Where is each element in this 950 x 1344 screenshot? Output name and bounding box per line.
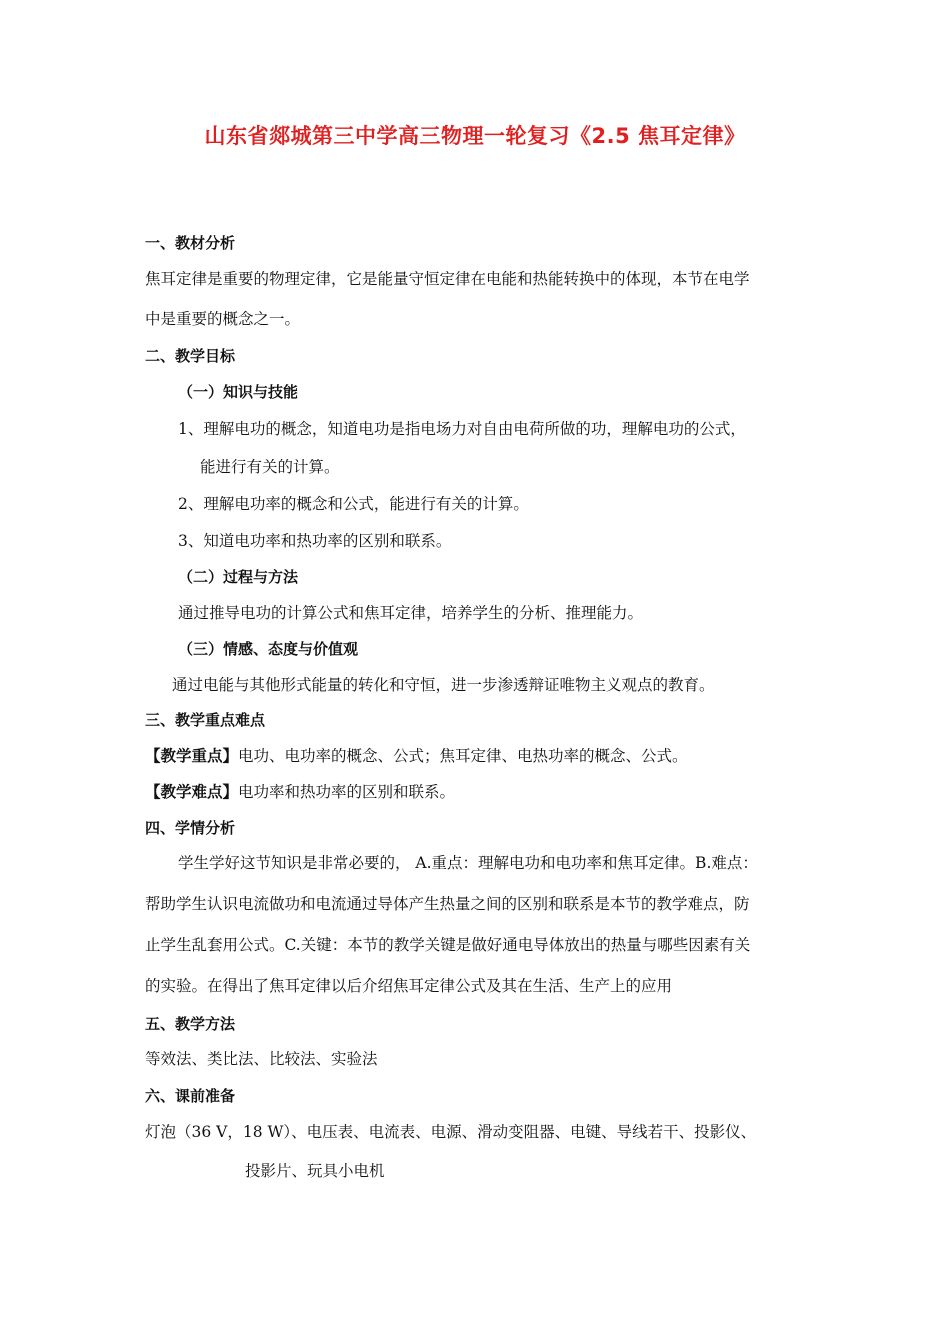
document-title: 山东省郯城第三中学高三物理一轮复习《2.5 焦耳定律》 [204,124,746,148]
process-paragraph: 通过推导电功的计算公式和焦耳定律，培养学生的分析、推理能力。 [178,604,644,622]
emotion-paragraph: 通过电能与其他形式能量的转化和守恒，进一步渗透辩证唯物主义观点的教育。 [172,676,715,694]
section-heading-learner-analysis: 四、学情分析 [145,819,236,837]
key-point-text: 电功、电功率的概念、公式；焦耳定律、电热功率的概念、公式。 [238,747,688,765]
section-heading-preparation: 六、课前准备 [145,1087,236,1105]
methods-text: 等效法、类比法、比较法、实验法 [145,1050,378,1068]
subheading-process-methods: （二）过程与方法 [178,568,299,586]
section-heading-methods: 五、教学方法 [145,1015,236,1033]
objective-item-1-line-2: 能进行有关的计算。 [200,458,340,476]
objective-item-1-line-1: 1、理解电功的概念，知道电功是指电场力对自由电荷所做的功，理解电功的公式， [178,420,746,438]
learner-analysis-line-4: 的实验。在得出了焦耳定律以后介绍焦耳定律公式及其在生活、生产上的应用 [145,977,673,995]
section-heading-objectives: 二、教学目标 [145,347,236,365]
learner-analysis-line-3: 止学生乱套用公式。C.关键：本节的教学关键是做好通电导体放出的热量与哪些因素有关 [145,936,751,954]
subheading-emotion-values: （三）情感、态度与价值观 [178,640,359,658]
analysis-paragraph-line-2: 中是重要的概念之一。 [145,310,301,328]
learner-analysis-line-1: 学生学好这节知识是非常必要的， A.重点：理解电功和电功率和焦耳定律。B.难点： [178,854,758,872]
difficulty-text: 电功率和热功率的区别和联系。 [238,783,456,801]
objective-item-3: 3、知道电功率和热功率的区别和联系。 [178,532,452,550]
learner-analysis-line-2: 帮助学生认识电流做功和电流通过导体产生热量之间的区别和联系是本节的教学难点，防 [145,895,750,913]
objective-item-2: 2、理解电功率的概念和公式，能进行有关的计算。 [178,495,529,513]
key-point-label: 【教学重点】 [145,747,239,765]
key-point-line [145,745,688,767]
section-heading-analysis: 一、教材分析 [145,234,236,252]
difficulty-line [145,781,455,803]
difficulty-label: 【教学难点】 [145,783,239,801]
subheading-knowledge-skills: （一）知识与技能 [178,383,299,401]
section-heading-key-points: 三、教学重点难点 [145,711,266,729]
preparation-line-1: 灯泡（36 V，18 W）、电压表、电流表、电源、滑动变阻器、电键、导线若干、投影仪、 [145,1123,757,1141]
analysis-paragraph-line-1: 焦耳定律是重要的物理定律，它是能量守恒定律在电能和热能转换中的体现，本节在电学 [145,270,750,288]
preparation-line-2: 投影片、玩具小电机 [245,1162,385,1180]
